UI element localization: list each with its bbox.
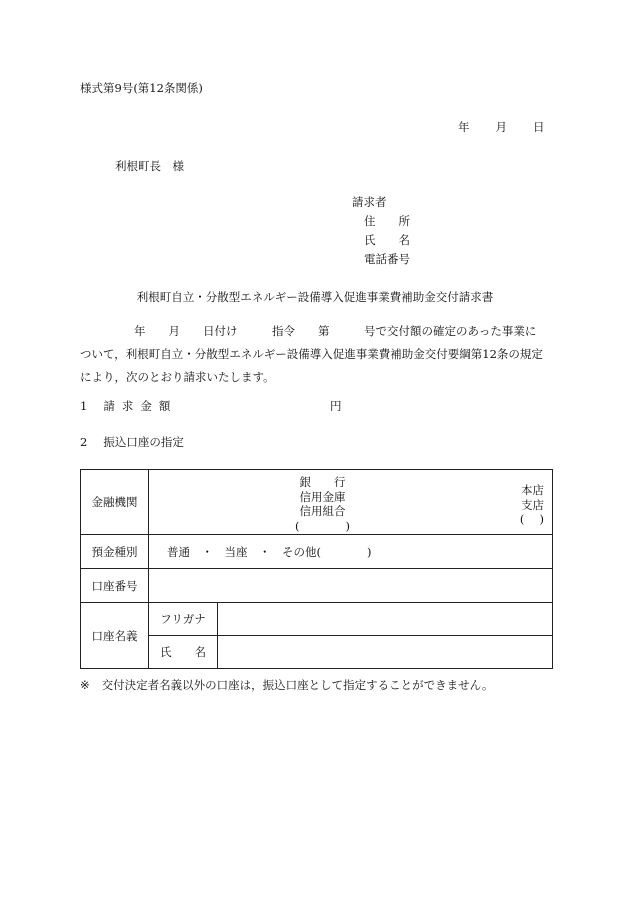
branch-type-branch: 支店 [521, 497, 544, 512]
note-mark: ※ [80, 678, 90, 692]
requester-title: 請求者 [352, 195, 387, 209]
bank-type-other: ( ) [295, 518, 350, 533]
deposit-type-options[interactable]: 普通 ・ 当座 ・ その他( ) [149, 535, 553, 569]
date-line [458, 119, 545, 135]
holder-name-field[interactable] [218, 636, 553, 669]
section-1-number: 1 [80, 399, 88, 413]
branch-type-list [520, 483, 544, 527]
yen-unit: 円 [330, 399, 342, 413]
requester-block [352, 193, 410, 269]
note-text: 交付決定者名義以外の口座は，振込口座として指定することができません。 [101, 678, 494, 692]
bank-type-list [295, 475, 350, 533]
section-2-label: 振込口座の指定 [103, 435, 184, 449]
account-table [80, 469, 553, 669]
address-label: 住 所 [364, 214, 410, 228]
bank-type-shinkin: 信用金庫 [299, 489, 346, 504]
account-name-label: 口座名義 [81, 603, 149, 669]
body-paragraph [80, 320, 552, 389]
date-year: 年 [458, 120, 470, 134]
bank-type-kumiai: 信用組合 [299, 504, 346, 518]
institution-field[interactable] [149, 470, 553, 535]
addressee: 利根町長 様 [115, 159, 184, 173]
section-claim-amount [80, 398, 342, 414]
form-number: 様式第9号(第12条関係) [80, 81, 203, 95]
account-name-furigana-row [81, 603, 553, 636]
section-2-number: 2 [80, 435, 88, 449]
footnote [80, 677, 493, 693]
holder-name-label: 氏 名 [149, 636, 218, 669]
deposit-type-row [81, 535, 553, 569]
body-line-3: により，次のとおり請求いたします。 [80, 370, 275, 384]
account-number-field[interactable] [149, 569, 553, 603]
institution-row [81, 470, 553, 535]
account-number-label: 口座番号 [81, 569, 149, 603]
document-title: 利根町自立・分散型エネルギー設備導入促進事業費補助金交付請求書 [136, 290, 494, 304]
bank-type-bank: 銀 行 [299, 475, 346, 489]
section-transfer-account [80, 434, 184, 450]
deposit-type-label: 預金種別 [81, 535, 149, 569]
date-day: 日 [533, 120, 545, 134]
date-month: 月 [495, 120, 507, 134]
account-name-row [81, 636, 553, 669]
body-line-2: ついて，利根町自立・分散型エネルギー設備導入促進事業費補助金交付要綱第12条の規定 [80, 347, 543, 361]
account-number-row [81, 569, 553, 603]
institution-label: 金融機関 [81, 470, 149, 535]
furigana-field[interactable] [218, 603, 553, 636]
branch-type-other: ( ) [519, 512, 544, 526]
section-1-label: 請求金額 [103, 399, 178, 413]
name-label: 氏 名 [364, 233, 410, 247]
body-line-1: 年 月 日付け 指令 第 号で交付額の確定のあった事業に [134, 324, 537, 338]
furigana-label: フリガナ [149, 603, 218, 636]
branch-type-main: 本店 [521, 483, 544, 497]
phone-label: 電話番号 [364, 252, 410, 266]
